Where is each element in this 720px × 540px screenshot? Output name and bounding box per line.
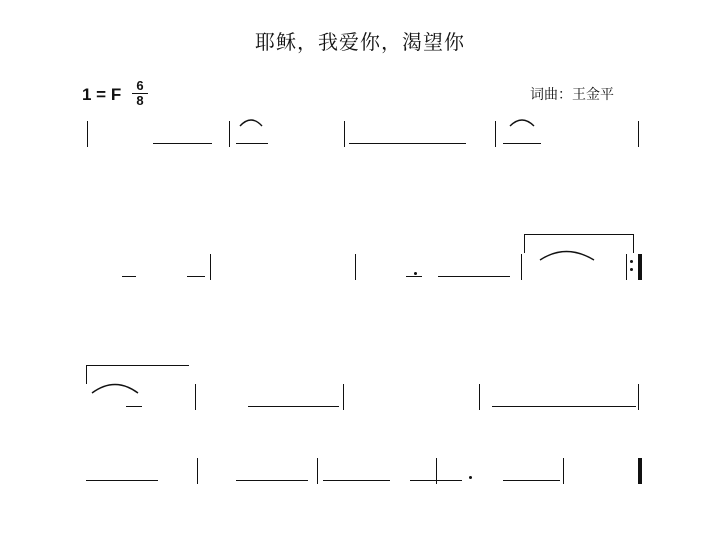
bar-line: [521, 254, 522, 280]
bar-line: [479, 384, 480, 410]
bar-line: [355, 254, 356, 280]
beam-underline: [438, 276, 510, 277]
bar-line: [344, 121, 345, 147]
slur: [240, 120, 262, 126]
time-signature-bottom: 8: [136, 93, 144, 108]
key-signature: 1 = F: [82, 85, 122, 104]
beam-underline: [126, 406, 142, 407]
slur: [92, 385, 138, 394]
bar-line: [87, 121, 88, 147]
bar-line: [563, 458, 564, 484]
lower-octave-dot: [414, 272, 417, 275]
beam-underline: [86, 480, 158, 481]
beam-underline: [153, 143, 212, 144]
beam-underline: [410, 480, 462, 481]
bar-line: [495, 121, 496, 147]
bar-line: [229, 121, 230, 147]
ending-bracket: [86, 365, 189, 384]
beam-underline: [349, 143, 466, 144]
final-bar-line: [638, 458, 642, 484]
bar-line: [197, 458, 198, 484]
bar-line: [195, 384, 196, 410]
lower-octave-dot: [469, 476, 472, 479]
beam-underline: [187, 276, 205, 277]
final-bar-line: [638, 254, 642, 280]
beam-underline: [236, 143, 268, 144]
beam-underline: [236, 480, 308, 481]
beam-underline: [503, 143, 541, 144]
credit-line: 词曲：王金平: [530, 87, 614, 103]
slur: [510, 120, 534, 126]
time-signature-top: 6: [136, 78, 144, 93]
bar-line: [210, 254, 211, 280]
beam-underline: [122, 276, 136, 277]
beam-underline: [503, 480, 560, 481]
song-title: 耶稣，我爱你，渴望你: [255, 30, 465, 54]
bar-line: [626, 254, 627, 280]
beam-underline: [248, 406, 339, 407]
bar-line: [638, 121, 639, 147]
ending-bracket: [524, 234, 634, 253]
repeat-dots: [630, 255, 634, 276]
beam-underline: [492, 406, 636, 407]
beam-underline: [406, 276, 422, 277]
bar-line: [638, 384, 639, 410]
bar-line: [317, 458, 318, 484]
beam-underline: [323, 480, 390, 481]
bar-line: [343, 384, 344, 410]
